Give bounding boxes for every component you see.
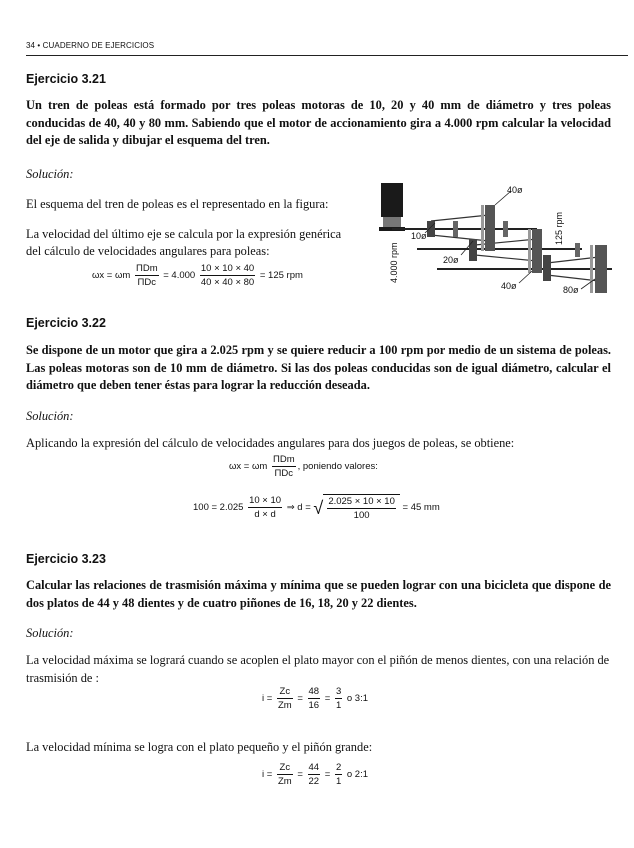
label-80: 80ø	[563, 285, 579, 295]
exercise-3-23-equation-min: i = $\frac{Zc}{Zm}$ = $\frac{44}{22}$ = $\frac{2}{1}$ o 2:1	[262, 762, 369, 787]
exercise-3-21-statement: Un tren de poleas está formado por tres poleas motoras de 10, 20 y 40 mm de diámetro y tres poleas conducidas de 40, 40 y 80 mm. Sabiendo que el motor de accionamiento gira a 4.000 rpm calcular la velocidad del eje de salida y dibujar el esquema del tren.	[26, 98, 611, 147]
exercise-3-23-solution-label: Solución:	[26, 626, 74, 640]
exercise-3-22-paragraph: Aplicando la expresión del cálculo de velocidades angulares para dos juegos de poleas, se obtiene:	[26, 436, 515, 450]
pulley-40-top-icon	[485, 205, 495, 251]
output-rpm-label: 125 rpm	[554, 211, 564, 245]
sqrt-sign: √	[313, 497, 324, 518]
exercise-3-21-equation	[92, 263, 303, 288]
page-header: 34 • CUADERNO DE EJERCICIOS	[26, 41, 155, 50]
eq-fraction-diameters: $\frac{10 \times 10 \times 40}{40 \times 40 \times 80}$	[200, 263, 255, 288]
exercise-3-21-paragraph-2-line-1: La velocidad del último eje se calcula por la expresión genérica	[26, 227, 342, 241]
label-40-bottom: 40ø	[501, 281, 517, 291]
exercise-3-23-paragraph-2: La velocidad mínima se logra con el plato pequeño y el piñón grande:	[26, 740, 373, 754]
exercise-3-21-title: Ejercicio 3.21	[26, 72, 106, 86]
pulley-40-bottom-icon	[532, 229, 542, 273]
eq-fraction-pi-d: $\frac{\text{ΠDm}}{\text{ΠDc}}$	[135, 263, 158, 288]
exercise-3-22-title: Ejercicio 3.22	[26, 316, 106, 330]
exercise-3-22-equation-1: ωx = ωm $\frac{\text{ΠDm}}{\text{ΠDc}}$ , poniendo valores:	[229, 454, 378, 479]
exercise-3-23-paragraph-1: La velocidad máxima se logrará cuando se acoplen el plato mayor con el piñón de menos dientes, con una relación de trasmisión de :	[26, 653, 610, 685]
exercise-3-22-equation-2: 100 = 2.025 $\frac{10 \times 10}{d \times d}$ ⇒ d = √ $\frac{2.025 \times 10 \times 10}{100}$ = 45 mm	[193, 495, 440, 521]
pulley-80-icon	[595, 245, 607, 293]
eq-lhs: ωx = ωm	[92, 270, 131, 281]
label-40-top: 40ø	[507, 185, 523, 195]
exercise-3-22-statement: Se dispone de un motor que gira a 2.025 rpm y se quiere reducir a 100 rpm por medio de un sistema de poleas. Las poleas motoras son de 10 mm de diámetro. Si las dos poleas conducidas son de igual diámetro, calcular el diámetro que deben tener éstas para lograr la reducción deseada.	[26, 343, 611, 392]
exercise-3-21-paragraph-2-line-2: del cálculo de velocidades angulares para poleas:	[26, 244, 270, 258]
motor-icon	[379, 183, 405, 231]
exercise-3-22-solution-label: Solución:	[26, 409, 74, 423]
exercise-3-23-equation-max: i = $\frac{Zc}{Zm}$ = $\frac{48}{16}$ = $\frac{3}{1}$ o 3:1	[262, 686, 369, 711]
exercise-3-21-solution-label: Solución:	[26, 167, 74, 181]
label-10: 10ø	[411, 231, 427, 241]
exercise-3-21-paragraph-1: El esquema del tren de poleas es el representado en la figura:	[26, 197, 329, 211]
eq-factor: = 4.000	[163, 270, 196, 281]
input-rpm-label: 4.000 rpm	[389, 242, 399, 283]
pulley-train-diagram	[377, 183, 617, 295]
pulley-20-icon	[469, 239, 477, 261]
exercise-3-23-title: Ejercicio 3.23	[26, 552, 106, 566]
header-rule	[26, 55, 628, 56]
label-20: 20ø	[443, 255, 459, 265]
exercise-3-23-statement: Calcular las relaciones de trasmisión máxima y mínima que se pueden lograr con una bicicleta que dispone de dos platos de 44 y 48 dientes y de cuatro piñones de 16, 18, 20 y 22 dientes.	[26, 578, 611, 610]
pulley-10-icon	[427, 221, 435, 237]
eq-result: = 125 rpm	[259, 270, 303, 281]
